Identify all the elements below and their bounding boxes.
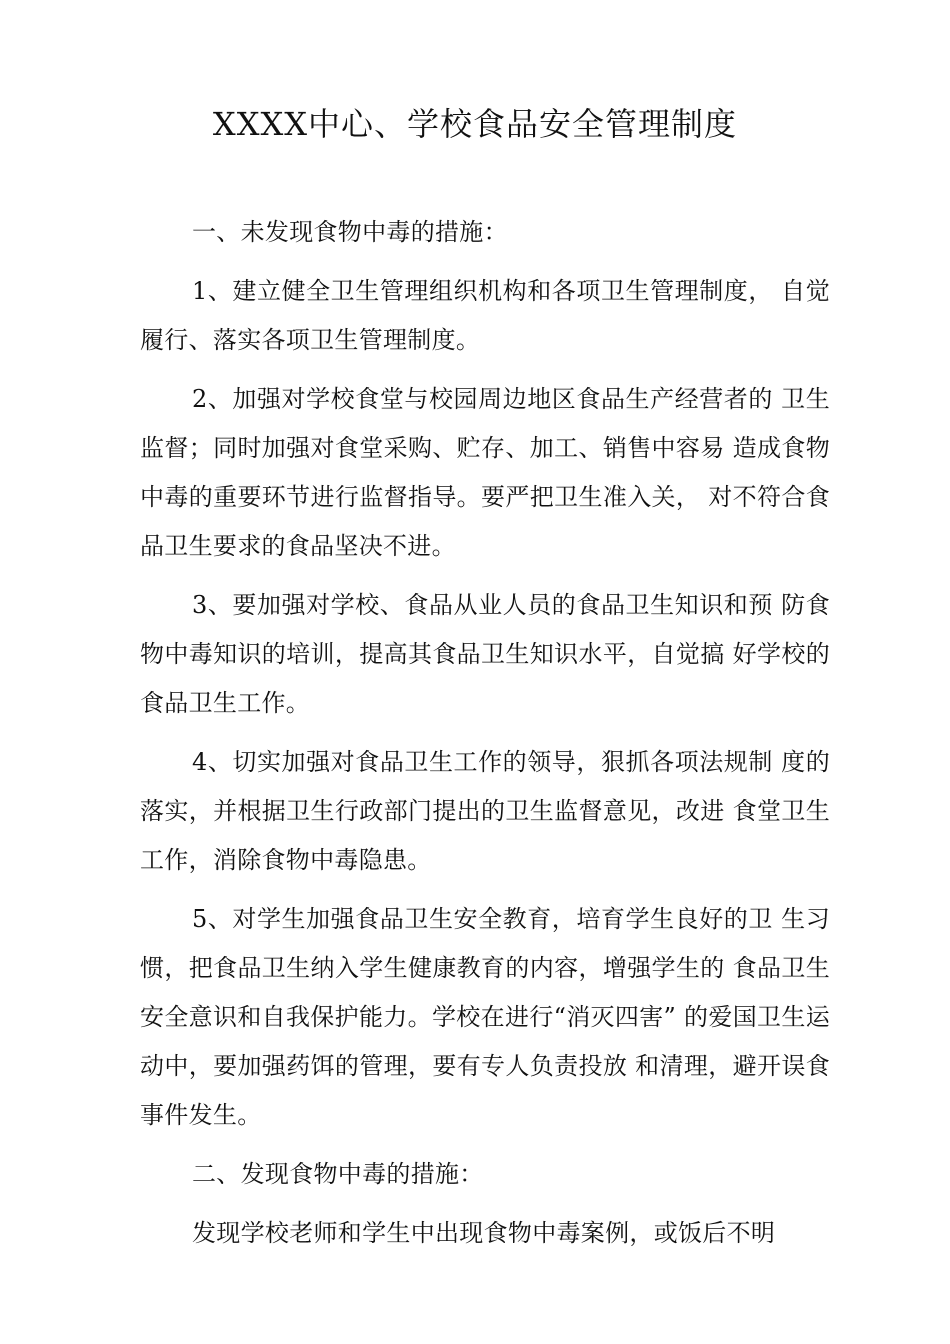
section-2-paragraph: 发现学校老师和学生中出现食物中毒案例，或饭后不明	[192, 1219, 776, 1247]
document-body	[140, 208, 830, 1258]
measure-item-3: 3、要加强对学校、食品从业人员的食品卫生知识和预 防食物中毒知识的培训，提高其食品卫生知识水平，自觉搞 好学校的食品卫生工作。	[140, 591, 830, 717]
measure-item-5: 5、对学生加强食品卫生安全教育，培育学生良好的卫 生习惯，把食品卫生纳入学生健康教育的内容，增强学生的 食品卫生安全意识和自我保护能力。学校在进行“消灭四害” 的爱国卫生运动中，要加强药饵的管理，要有专人负责投放 和清理，避开误食事件发生。	[140, 905, 830, 1129]
section-2-heading: 二、发现食物中毒的措施：	[192, 1160, 484, 1188]
measure-item-4: 4、切实加强对食品卫生工作的领导，狠抓各项法规制 度的落实，并根据卫生行政部门提出的卫生监督意见，改进 食堂卫生工作，消除食物中毒隐患。	[140, 748, 830, 874]
section-1-heading: 一、未发现食物中毒的措施：	[192, 218, 508, 246]
document-title: XXXX中心、学校食品安全管理制度	[212, 105, 738, 143]
measure-item-1: 1、建立健全卫生管理组织机构和各项卫生管理制度， 自觉履行、落实各项卫生管理制度。	[140, 277, 830, 354]
measure-item-2: 2、加强对学校食堂与校园周边地区食品生产经营者的 卫生监督；同时加强对食堂采购、贮存、加工、销售中容易 造成食物中毒的重要环节进行监督指导。要严把卫生准入关， 对不符合食品卫生要求的食品坚决不进。	[140, 385, 830, 560]
